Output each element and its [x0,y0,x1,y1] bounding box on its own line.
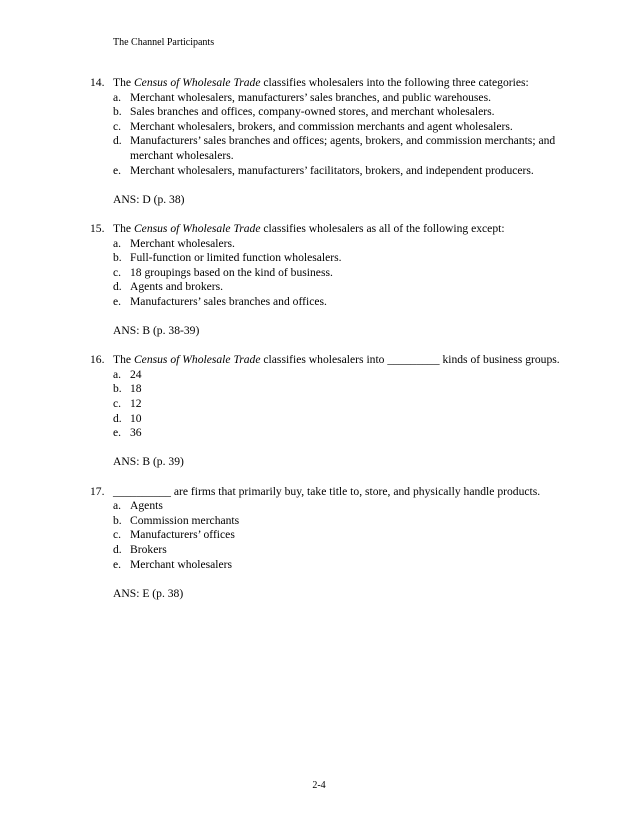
question-number: 17. [90,484,105,498]
option-b [113,105,590,120]
question-number: 14. [90,76,105,89]
option-letter: b. [113,382,122,396]
answer-key: ANS: B (p. 39) [113,455,184,469]
option-text: Agents and brokers. [130,280,224,294]
stem-italic-title: Census of Wholesale Trade [133,221,261,235]
question-stem [113,485,590,500]
option-text: 10 [130,411,142,425]
option-d [113,412,590,427]
option-letter: e. [113,163,122,177]
option-letter: a. [113,236,122,250]
option-d [113,280,590,295]
question-15 [90,222,590,339]
option-b [113,514,590,529]
option-letter: c. [113,528,122,542]
option-b [113,382,590,397]
option-e [113,426,590,441]
option-letter: d. [113,134,122,148]
answer-key: ANS: E (p. 38) [113,586,184,600]
page-header: The Channel Participants [113,37,215,48]
answer-key: ANS: D (p. 38) [113,192,185,206]
stem-text: classifies wholesalers into the following three categories: [260,76,529,89]
option-text: Merchant wholesalers [130,557,233,571]
option-letter: b. [113,513,122,527]
option-text: 24 [130,367,142,381]
option-text: Merchant wholesalers, manufacturers’ sales branches, and public warehouses. [130,90,491,104]
option-text: 18 groupings based on the kind of business. [130,265,333,279]
option-text: Brokers [130,543,167,556]
option-letter: d. [113,543,122,556]
question-17 [90,485,590,602]
option-text: Merchant wholesalers, manufacturers’ facilitators, brokers, and independent producers. [130,163,534,177]
option-letter: c. [113,119,122,133]
option-letter: b. [113,251,122,265]
stem-text: __________ are firms that primarily buy, take title to, store, and physically handle products. [113,484,541,498]
option-text: Commission merchants [130,513,240,527]
option-letter: a. [113,367,122,381]
option-text: 18 [130,382,142,396]
stem-text: The [113,221,134,235]
option-text: Full-function or limited function wholesalers. [130,251,342,265]
stem-italic-title: Census of Wholesale Trade [133,76,261,89]
option-letter: c. [113,397,122,411]
option-a [113,237,590,252]
question-list [90,76,590,601]
option-c [113,397,590,412]
option-letter: e. [113,557,122,571]
page-number: 2-4 [312,780,326,791]
stem-italic-title: Census of Wholesale Trade [133,353,261,367]
option-text: Manufacturers’ sales branches and offices; agents, brokers, and commission merchants; and merchant wholesalers. [130,134,556,162]
option-text: Agents [130,499,163,513]
option-e [113,164,590,179]
question-stem [113,353,590,368]
stem-text: The [113,76,134,89]
option-text: 36 [130,426,142,440]
option-c [113,120,590,135]
question-14 [90,76,590,207]
option-text: Manufacturers’ offices [130,528,235,542]
stem-text: The [113,353,134,367]
option-letter: e. [113,294,122,308]
stem-text: classifies wholesalers as all of the following except: [260,221,505,235]
option-letter: d. [113,280,122,294]
option-letter: b. [113,105,122,119]
option-e [113,295,590,310]
option-text: Sales branches and offices, company-owned stores, and merchant wholesalers. [130,105,495,119]
option-text: Manufacturers’ sales branches and offices. [130,294,327,308]
option-a [113,368,590,383]
option-e [113,558,590,573]
option-a [113,91,590,106]
stem-text: classifies wholesalers into _________ kinds of business groups. [260,353,560,367]
question-stem [113,76,590,91]
option-c [113,266,590,281]
option-letter: c. [113,265,122,279]
question-stem [113,222,590,237]
option-letter: a. [113,499,122,513]
answer-key: ANS: B (p. 38-39) [113,324,200,338]
option-letter: d. [113,411,122,425]
option-text: 12 [130,397,142,411]
option-letter: e. [113,426,122,440]
question-number: 16. [90,353,105,367]
option-b [113,251,590,266]
question-number: 15. [90,221,105,235]
option-d [113,134,590,163]
question-16 [90,353,590,470]
option-text: Merchant wholesalers. [130,236,235,250]
option-a [113,499,590,514]
option-text: Merchant wholesalers, brokers, and commission merchants and agent wholesalers. [130,119,513,133]
option-c [113,528,590,543]
option-letter: a. [113,90,122,104]
option-d [113,543,590,558]
